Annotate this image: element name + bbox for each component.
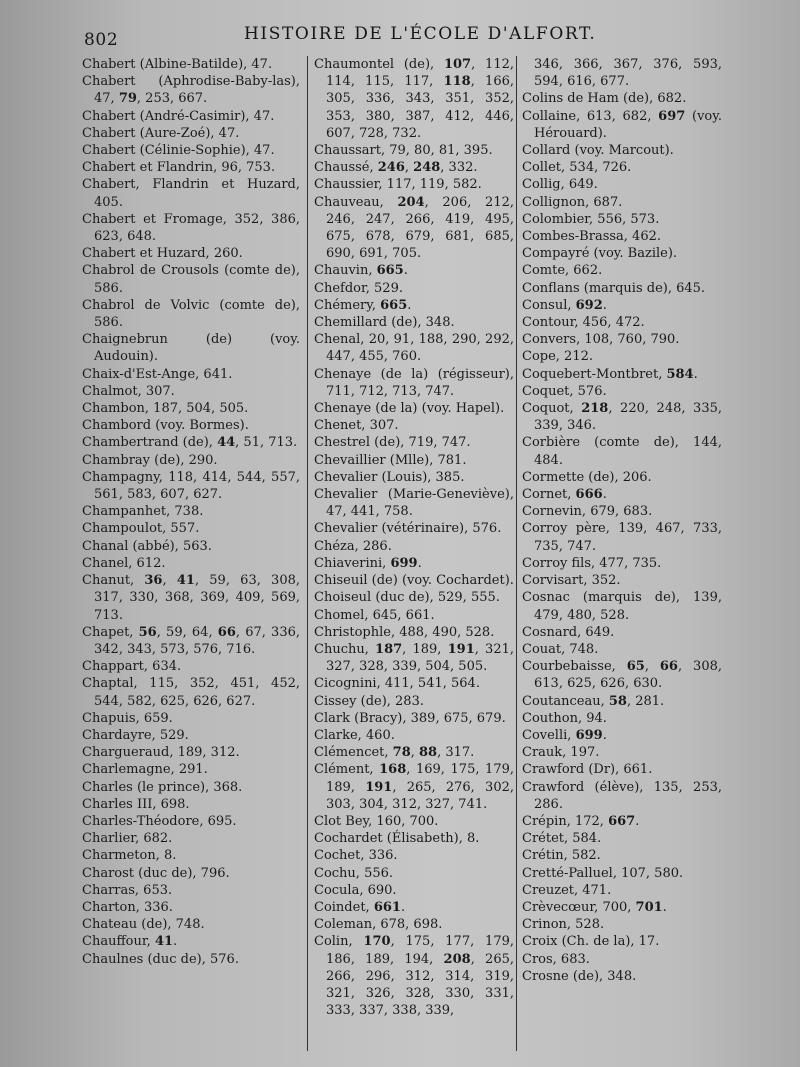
index-entry: Covelli, 699. (522, 727, 607, 743)
index-entry: Cochardet (Élisabeth), 8. (314, 831, 480, 847)
index-entry: Collard (voy. Marcout). (522, 143, 674, 159)
index-entry: Chaumontel (de), 107, 112, 114, 115, 117, 118, 166, 305, 336, 343, 351, 352, 353, 380, 387, 412, 446, 607, 728, 732. (314, 57, 514, 141)
bold-page-ref: 666 (575, 487, 603, 503)
index-entry: Chanut, 36, 41, 59, 63, 308, 317, 330, 368, 369, 409, 569, 713. (82, 573, 300, 623)
index-entry: Chabert et Huzard, 260. (82, 246, 243, 262)
index-entry: Chateau (de), 748. (82, 917, 205, 933)
index-entry: Chambertrand (de), 44, 51, 713. (82, 435, 298, 451)
bold-page-ref: 697 (658, 108, 686, 124)
index-entry: Chémery, 665. (314, 297, 412, 313)
bold-page-ref: 208 (443, 951, 471, 967)
index-entry: Chabert et Flandrin, 96, 753. (82, 160, 276, 176)
bold-page-ref: 191 (447, 641, 475, 657)
index-entry: Chabrol de Crousols (comte de), 586. (82, 263, 300, 296)
index-entry: Courbebaisse, 65, 66, 308, 613, 625, 626, 630. (522, 659, 722, 692)
index-entry: Coleman, 678, 698. (314, 917, 443, 933)
index-entry: Chabert (Albine-Batilde), 47. (82, 57, 273, 72)
index-entry: Compayré (voy. Bazile). (522, 246, 678, 262)
index-entry: Cros, 683. (522, 951, 590, 967)
bold-page-ref: 56 (138, 624, 157, 640)
bold-page-ref: 667 (608, 813, 636, 829)
index-entry: Chemillard (de), 348. (314, 315, 455, 331)
bold-page-ref: 168 (379, 762, 407, 778)
index-entry: Crawford (élève), 135, 253, 286. (522, 779, 722, 812)
index-entry: Charles-Théodore, 695. (82, 813, 237, 829)
index-column-1 (82, 56, 300, 1056)
index-entry: Chestrel (de), 719, 747. (314, 435, 471, 451)
index-entry: Colin, 170, 175, 177, 179, 186, 189, 194, 208, 265, 266, 296, 312, 314, 319, 321, 326, 328, 330, 331, 333, 337, 338, 339, (314, 934, 514, 1019)
index-entry: Clémencet, 78, 88, 317. (314, 745, 475, 761)
index-entry: Chaussier, 117, 119, 582. (314, 177, 482, 193)
bold-page-ref: 107 (443, 57, 472, 72)
index-entry: Couthon, 94. (522, 710, 607, 726)
index-entry: Cosnard, 649. (522, 624, 615, 640)
index-entry: Chabert et Fromage, 352, 386, 623, 648. (82, 211, 300, 245)
index-entry: Corvisart, 352. (522, 573, 621, 589)
bold-page-ref: 170 (363, 934, 391, 950)
index-entry: Chapuis, 659. (82, 710, 173, 726)
index-entry: Convers, 108, 760, 790. (522, 332, 680, 348)
bold-page-ref: 44 (217, 435, 236, 451)
index-entry: Chomel, 645, 661. (314, 607, 435, 623)
index-entry: Clarke, 460. (314, 727, 395, 743)
index-entry: Chéza, 286. (314, 538, 392, 554)
index-entry: Coquebert-Montbret, 584. (522, 366, 698, 382)
index-entry: Champoulot, 557. (82, 521, 200, 537)
index-entry: Cosnac (marquis de), 139, 479, 480, 528. (522, 590, 722, 623)
index-entry: Collignon, 687. (522, 194, 623, 210)
bold-page-ref: 218 (581, 401, 609, 417)
bold-page-ref: 58 (608, 693, 627, 709)
index-entry: Chuchu, 187, 189, 191, 321, 327, 328, 339, 504, 505. (314, 641, 514, 675)
bold-page-ref: 248 (413, 160, 441, 176)
index-entry: Chenal, 20, 91, 188, 290, 292, 447, 455, 760. (314, 332, 514, 365)
index-entry: Chevalier (Louis), 385. (314, 469, 465, 485)
index-entry: Colins de Ham (de), 682. (522, 91, 687, 107)
page-number: 802 (84, 30, 119, 50)
index-entry: Clément, 168, 169, 175, 179, 189, 191, 265, 276, 302, 303, 304, 312, 327, 741. (314, 762, 514, 812)
column-divider (307, 56, 308, 1051)
index-entry: Croix (Ch. de la), 17. (522, 934, 660, 950)
bold-page-ref: 41 (154, 934, 174, 950)
index-entry: Charost (duc de), 796. (82, 865, 230, 881)
index-entry: Clot Bey, 160, 700. (314, 813, 439, 829)
index-entry: Crawford (Dr), 661. (522, 762, 653, 778)
index-entry: Crosne (de), 348. (522, 968, 637, 984)
index-entry: Chambon, 187, 504, 505. (82, 401, 249, 417)
index-entry: Chaussart, 79, 80, 81, 395. (314, 143, 493, 159)
index-entry: Charles (le prince), 368. (82, 779, 243, 795)
index-columns (82, 56, 772, 1061)
index-entry: Cornevin, 679, 683. (522, 504, 653, 520)
bold-page-ref: 701 (635, 899, 663, 915)
index-entry: Coquet, 576. (522, 383, 607, 399)
bold-page-ref: 661 (373, 899, 401, 915)
bold-page-ref: 79 (118, 91, 137, 107)
index-entry: Chanel, 612. (82, 555, 166, 571)
bold-page-ref: 66 (659, 659, 678, 675)
index-entry: Chardayre, 529. (82, 727, 189, 743)
index-entry: Corbière (comte de), 144, 484. (522, 435, 722, 468)
index-entry: Cormette (de), 206. (522, 469, 652, 485)
index-entry: Collig, 649. (522, 177, 598, 193)
index-entry: Cornet, 666. (522, 487, 607, 503)
index-entry: Charton, 336. (82, 899, 173, 915)
index-entry: Chenaye (de la) (régisseur), 711, 712, 713, 747. (314, 366, 514, 399)
index-entry: Chaix-d'Est-Ange, 641. (82, 366, 233, 382)
index-entry: Cocula, 690. (314, 882, 397, 898)
index-entry: Chenet, 307. (314, 418, 399, 434)
bold-page-ref: 191 (365, 779, 393, 795)
index-entry: Creuzet, 471. (522, 882, 612, 898)
index-entry: Chaulnes (duc de), 576. (82, 951, 239, 967)
index-entry: Chabert (Aure-Zoé), 47. (82, 125, 240, 141)
index-entry: Charmeton, 8. (82, 848, 177, 864)
bold-page-ref: 699 (575, 727, 603, 743)
index-entry: Chaignebrun (de) (voy. Audouin). (82, 332, 300, 365)
index-entry: Crauk, 197. (522, 745, 600, 761)
index-entry: Chevalier (vétérinaire), 576. (314, 521, 502, 537)
index-entry: Chanal (abbé), 563. (82, 538, 212, 554)
bold-page-ref: 187 (375, 641, 403, 657)
index-entry: Christophle, 488, 490, 528. (314, 624, 495, 640)
index-entry: Chabrol de Volvic (comte de), 586. (82, 297, 300, 331)
index-entry-continuation: 346, 366, 367, 376, 593, 594, 616, 677. (534, 57, 722, 90)
column-divider (516, 56, 517, 1051)
page-header (84, 20, 764, 54)
bold-page-ref: 36 (144, 573, 163, 589)
index-entry: Charlier, 682. (82, 831, 173, 847)
index-entry: Contour, 456, 472. (522, 315, 645, 331)
index-entry: Chappart, 634. (82, 659, 182, 675)
index-entry: Chalmot, 307. (82, 383, 175, 399)
index-entry: Chabert, Flandrin et Huzard, 405. (82, 177, 300, 210)
index-entry: Comte, 662. (522, 263, 603, 279)
bold-page-ref: 65 (626, 659, 645, 675)
index-entry: Consul, 692. (522, 297, 607, 313)
index-entry: Crétet, 584. (522, 831, 602, 847)
index-entry: Crèvecœur, 700, 701. (522, 899, 667, 915)
bold-page-ref: 66 (217, 624, 236, 640)
index-entry: Crétin, 582. (522, 848, 601, 864)
bold-page-ref: 692 (575, 297, 603, 313)
index-entry: Corroy fils, 477, 735. (522, 555, 662, 571)
bold-page-ref: 699 (390, 555, 418, 571)
index-entry: Charlemagne, 291. (82, 762, 208, 778)
index-entry: Chauveau, 204, 206, 212, 246, 247, 266, 419, 495, 675, 678, 679, 681, 685, 690, 691, 705. (314, 194, 514, 262)
bold-page-ref: 584 (666, 366, 694, 382)
index-entry: Cretté-Palluel, 107, 580. (522, 865, 684, 881)
index-entry: Chambord (voy. Bormes). (82, 418, 249, 434)
bold-page-ref: 665 (380, 297, 408, 313)
index-entry: Chargueraud, 189, 312. (82, 745, 240, 761)
index-entry: Chabert (André-Casimir), 47. (82, 108, 275, 124)
index-entry: Crépin, 172, 667. (522, 813, 640, 829)
index-entry: Chapet, 56, 59, 64, 66, 67, 336, 342, 343, 573, 576, 716. (82, 624, 300, 657)
running-title: HISTOIRE DE L'ÉCOLE D'ALFORT. (244, 24, 597, 44)
index-entry: Champagny, 118, 414, 544, 557, 561, 583, 607, 627. (82, 469, 300, 503)
index-entry: Couat, 748. (522, 641, 599, 657)
index-entry: Choiseul (duc de), 529, 555. (314, 590, 500, 606)
index-entry: Champanhet, 738. (82, 504, 204, 520)
bold-page-ref: 41 (176, 573, 195, 589)
index-entry: Coindet, 661. (314, 899, 406, 915)
index-entry: Chefdor, 529. (314, 280, 403, 296)
index-entry: Cope, 212. (522, 349, 593, 365)
index-entry: Collet, 534, 726. (522, 160, 632, 176)
index-entry: Chiseuil (de) (voy. Cochardet). (314, 573, 514, 589)
index-entry: Chambray (de), 290. (82, 452, 218, 468)
index-entry: Chiaverini, 699. (314, 555, 422, 571)
index-entry: Chauffour, 41. (82, 934, 178, 950)
index-entry: Chabert (Aphrodise-Baby-las), 47, 79, 253, 667. (82, 74, 300, 107)
bold-page-ref: 118 (443, 74, 471, 90)
index-entry: Chabert (Célinie-Sophie), 47. (82, 143, 275, 159)
bold-page-ref: 88 (419, 745, 438, 761)
index-entry: Crinon, 528. (522, 917, 605, 933)
index-entry: Chauvin, 665. (314, 263, 408, 279)
index-entry: Chenaye (de la) (voy. Hapel). (314, 401, 505, 417)
index-entry: Corroy père, 139, 467, 733, 735, 747. (522, 521, 722, 554)
bold-page-ref: 665 (376, 263, 404, 279)
index-entry: Cicognini, 411, 541, 564. (314, 676, 480, 692)
index-entry: Charles III, 698. (82, 796, 190, 812)
index-entry: Chaptal, 115, 352, 451, 452, 544, 582, 625, 626, 627. (82, 676, 300, 709)
index-entry: Colombier, 556, 573. (522, 211, 660, 227)
index-entry: Chevaillier (Mlle), 781. (314, 452, 467, 468)
index-column-2 (314, 56, 514, 1056)
index-entry: Cochet, 336. (314, 848, 398, 864)
index-entry: Coquot, 218, 220, 248, 335, 339, 346. (522, 401, 722, 434)
index-entry: Chaussé, 246, 248, 332. (314, 160, 478, 176)
index-entry: Charras, 653. (82, 882, 173, 898)
index-entry: Chevalier (Marie-Geneviève), 47, 441, 758. (314, 487, 514, 520)
index-column-3 (522, 56, 722, 1056)
bold-page-ref: 78 (392, 745, 411, 761)
index-entry: Cochu, 556. (314, 865, 394, 881)
bold-page-ref: 246 (377, 160, 405, 176)
index-entry: Collaine, 613, 682, 697 (voy. Hérouard). (522, 108, 722, 141)
index-entry: Clark (Bracy), 389, 675, 679. (314, 710, 506, 726)
index-entry: Cissey (de), 283. (314, 693, 424, 709)
bold-page-ref: 204 (397, 194, 425, 210)
index-entry: Coutanceau, 58, 281. (522, 693, 665, 709)
index-entry: Combes-Brassa, 462. (522, 229, 662, 245)
index-entry: Conflans (marquis de), 645. (522, 280, 706, 296)
